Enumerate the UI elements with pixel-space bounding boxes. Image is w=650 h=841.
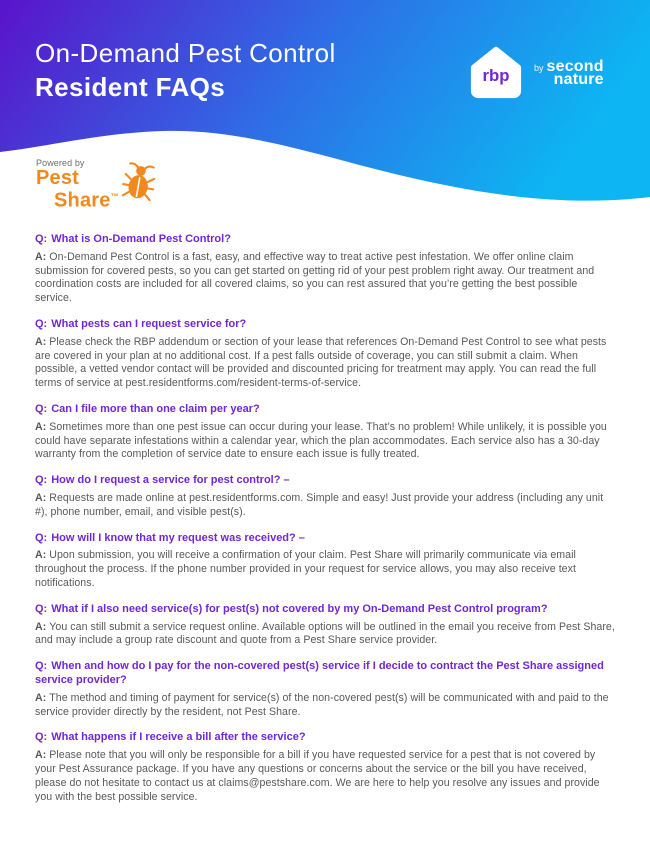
faq-question: Q: What if I also need service(s) for pest(s) not covered by my On-Demand Pest Control program? (35, 602, 548, 615)
faq-question: Q: What is On-Demand Pest Control? (35, 233, 231, 245)
faq-answer: A: Please check the RBP addendum or section of your lease that references On-Demand Pest Control to see what pests are covered in your plan at no additional cost. If a pest falls outside of coverage, you can still submit a claim. When possible, a vetted vendor contact will be provided and discounted pricing for treatment may apply. You can read the full terms of service at pest.residentforms.com/resident-terms-of-service. (35, 335, 607, 390)
faq-question: Q: How will I know that my request was received? – (35, 531, 305, 544)
rbp-second-nature-logo (467, 44, 604, 102)
faq-answer: A: The method and timing of payment for service(s) of the non-covered pest(s) will be communicated with and paid to the service provider directly by the resident, not Pest Share. (35, 691, 609, 718)
bug-icon (120, 160, 158, 205)
faq-question: Q: Can I file more than one claim per year? (35, 402, 260, 415)
powered-by-label: Powered by (36, 158, 85, 168)
faq-question: Q: When and how do I pay for the non-covered pest(s) service if I decide to contract the Pest Share assigned service provider? (35, 660, 604, 686)
faq-answer: A: Requests are made online at pest.residentforms.com. Simple and easy! Just provide your address (including any unit #), phone number, email, and visible pest(s). (35, 491, 604, 518)
faq-question: Q: How do I request a service for pest control? – (35, 474, 290, 487)
faq-answer: A: Sometimes more than one pest issue can occur during your lease. That’s no problem! While unlikely, it is possible you could have separate infestations within a calendar year, which the plan accommodates. Each service also has a 30-day warranty from the completion of service date to ensure each issue is fully treated. (35, 420, 607, 461)
second-nature-name: second nature (546, 57, 604, 88)
powered-by-pestshare-logo (36, 158, 155, 211)
trademark-symbol: ™ (110, 192, 119, 201)
by-label: by (534, 62, 544, 73)
pestshare-word-pest: Pest (36, 167, 80, 189)
pestshare-wordmark (36, 158, 119, 211)
pestshare-word-share: Share™ (54, 189, 119, 212)
page-title-line1: On-Demand Pest Control (35, 38, 336, 68)
second-nature-wordmark (534, 57, 604, 88)
faq-answer: A: Please note that you will only be responsible for a bill if you have requested service for a pest that is not covered by your Pest Assurance package. If you have any questions or concerns about the service or the bill you have received, please do not hesitate to contact us at claims@pestshare.com. We are here to help you resolve any issues and provide you with the best possible service. (35, 749, 600, 803)
faq-question: Q: What pests can I request service for? (35, 317, 247, 330)
rbp-house-icon (467, 44, 525, 102)
faq-list (0, 212, 650, 804)
page-title (35, 36, 336, 104)
svg-text:rbp: rbp (482, 65, 510, 85)
faq-question: Q: What happens if I receive a bill after the service? (35, 731, 306, 744)
faq-answer: A: Upon submission, you will receive a confirmation of your claim. Pest Share will primarily communicate via email throughout the process. If the phone number provided in your request for service allows, you may also receive text notifications. (35, 549, 576, 589)
faq-answer: A: On-Demand Pest Control is a fast, easy, and effective way to treat active pest infestation. We offer online claim submission for covered pests, so you can get started on getting rid of your pest problem right away. Our treatment and coordination costs are included for all covered claims, so you can rest assured that you’re getting the best possible service. (35, 250, 595, 305)
page-title-line2: Resident FAQs (35, 72, 226, 102)
faq-answer: A: You can still submit a service request online. Available options will be outlined in the email you receive from Pest Share, and may include a group rate discount and quote from a Pest Share service provider. (35, 620, 615, 647)
